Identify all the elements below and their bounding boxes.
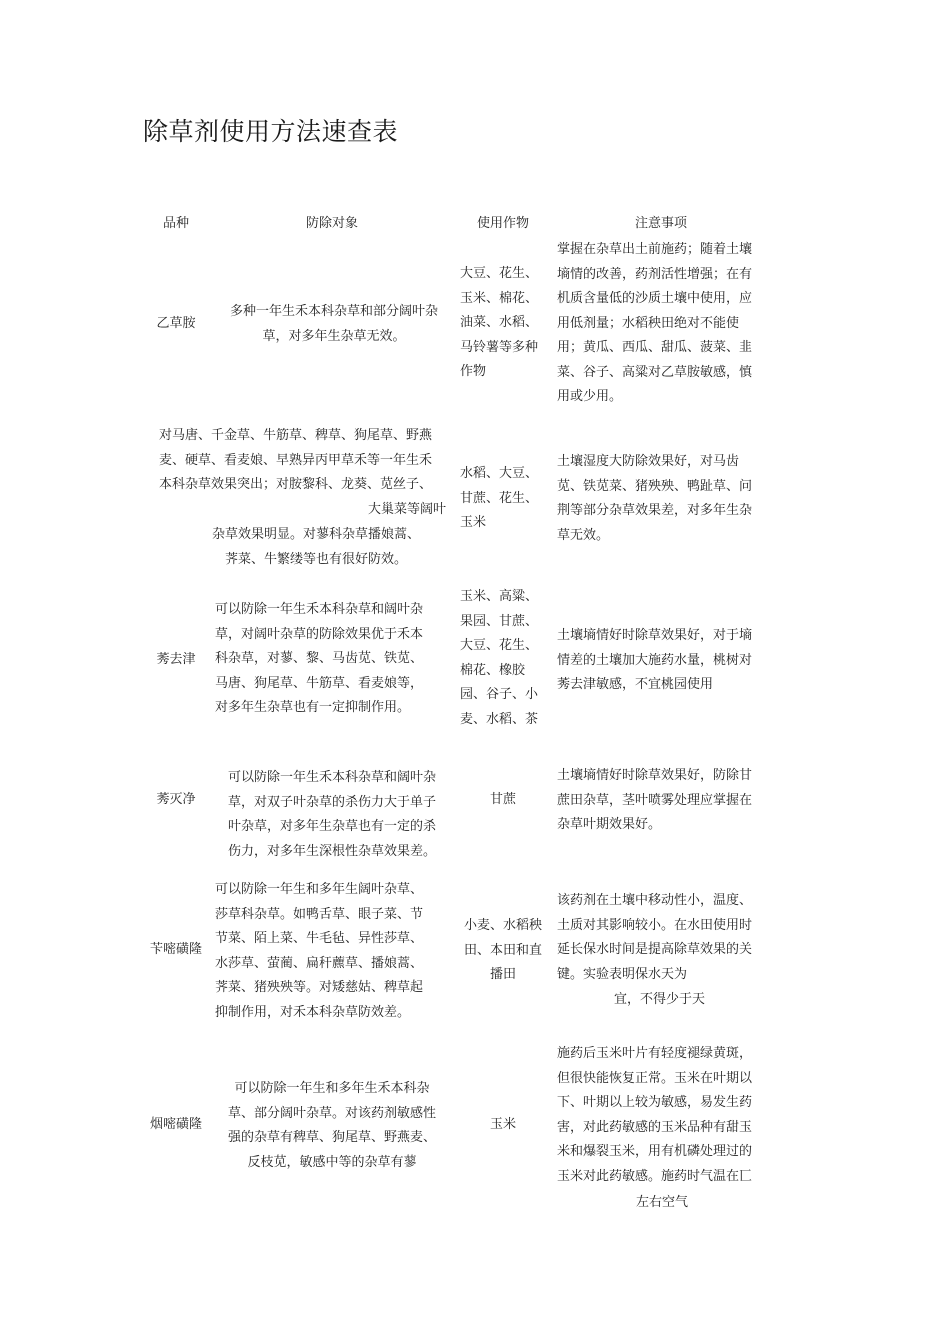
header-crops: 使用作物 (476, 216, 529, 231)
row-4-name: 莠灭净 (156, 792, 196, 807)
row-3-name: 莠去津 (156, 652, 196, 667)
row-2-crops: 水稻、大豆、 甘蔗、花生、 玉米 (460, 466, 539, 530)
row-3-crops: 玉米、高粱、 果园、甘蔗、 大豆、花生、 棉花、橡胶 园、谷子、小 麦、水稻、茶 (460, 589, 539, 727)
row-2-target-b: 大巢菜等阔叶 (368, 502, 447, 517)
row-3-target: 可以防除一年生禾本科杂草和阔叶杂 草，对阔叶杂草的防除效果优于禾本 科杂草，对蓼、黎、马齿苋、铁苋、 马唐、狗尾草、牛筋草、看麦娘等， 对多年生杂草也有一定抑制作用。 (215, 602, 424, 715)
row-4-crops: 甘蔗 (489, 792, 516, 807)
row-2-target-a: 对马唐、千金草、牛筋草、稗草、狗尾草、野燕 麦、硬草、看麦娘、早熟异丙甲草禾等一年生禾 本科杂草效果突出；对胺黎科、龙葵、苋丝子、 (159, 428, 433, 492)
row-6-crops: 玉米 (489, 1117, 516, 1132)
row-5-crops: 小麦、水稻秧 田、本田和直 播田 (463, 918, 542, 982)
row-1-name: 乙草胺 (156, 316, 196, 331)
row-1-crops: 大豆、花生、 玉米、棉花、 油菜、水稻、 马铃薯等多种 作物 (460, 266, 539, 379)
page-title: 除草剂使用方法速查表 (143, 117, 399, 146)
header-notes: 注意事项 (634, 216, 687, 231)
row-5-target: 可以防除一年生和多年生阔叶杂草、 莎草科杂草。如鸭舌草、眼子菜、节 节菜、陌上菜、牛毛毡、异性莎草、 水莎草、萤蔺、扁秆藨草、播娘蒿、 荠菜、猪殃殃等。对矮慈姑、稗草起 抑制作用，对禾本科杂草防效差。 (215, 882, 424, 1020)
row-5-notes-a: 该药剂在土壤中移动性小，温度、 土质对其影响较小。在水田使用时 延长保水时间是提高除草效果的关 键。实验表明保水天为 (557, 893, 753, 982)
row-6-notes-a: 施药后玉米叶片有轻度褪绿黄斑， 但很快能恢复正常。玉米在叶期以 下、叶期以上较为敏感，易发生药 害，对此药敏感的玉米品种有甜玉 米和爆裂玉米，用有机磷处理过的 玉米对此药敏感。施药时气温在匸 (557, 1046, 753, 1184)
row-1-target: 多种一年生禾本科杂草和部分阔叶杂 草，对多年生杂草无效。 (229, 304, 438, 344)
row-6-target: 可以防除一年生和多年生禾本科杂 草、部分阔叶杂草。对该药剂敏感性 强的杂草有稗草、狗尾草、野燕麦、 反枝苋，敏感中等的杂草有蓼 (227, 1081, 436, 1170)
row-3-notes: 土壤墒情好时除草效果好，对于墒 情差的土壤加大施药水量，桃树对 莠去津敏感，不宜桃园使用 (557, 628, 753, 692)
row-2-target-c: 杂草效果明显。对蓼科杂草播娘蒿、 荠菜、牛繁缕等也有很好防效。 (211, 527, 420, 567)
row-4-target: 可以防除一年生禾本科杂草和阔叶杂 草，对双子叶杂草的杀伤力大于单子 叶杂草，对多年生杂草也有一定的杀 伤力，对多年生深根性杂草效果差。 (227, 770, 436, 859)
row-5-notes-b: 宜，不得少于天 (614, 992, 706, 1007)
row-6-notes-b: 左右空气 (636, 1195, 689, 1210)
row-1-notes: 掌握在杂草出土前施药；随着土壤 墒情的改善，药剂活性增强；在有 机质含量低的沙质土壤中使用，应 用低剂量；水稻秧田绝对不能使 用；黄瓜、西瓜、甜瓜、菠菜、韭 菜、谷子、高粱对乙草胺敏感，慎 用或少用。 (557, 242, 753, 404)
header-target: 防除对象 (305, 216, 358, 231)
row-2-notes: 土壤湿度大防除效果好，对马齿 苋、铁苋菜、猪殃殃、鸭趾草、问 荆等部分杂草效果差，对多年生杂 草无效。 (557, 454, 753, 543)
header-name: 品种 (162, 216, 189, 231)
row-6-name: 烟嘧磺隆 (149, 1117, 202, 1132)
row-4-notes: 土壤墒情好时除草效果好，防除甘 蔗田杂草，茎叶喷雾处理应掌握在 杂草叶期效果好。 (557, 768, 753, 832)
row-5-name: 苄嘧磺隆 (149, 942, 202, 957)
